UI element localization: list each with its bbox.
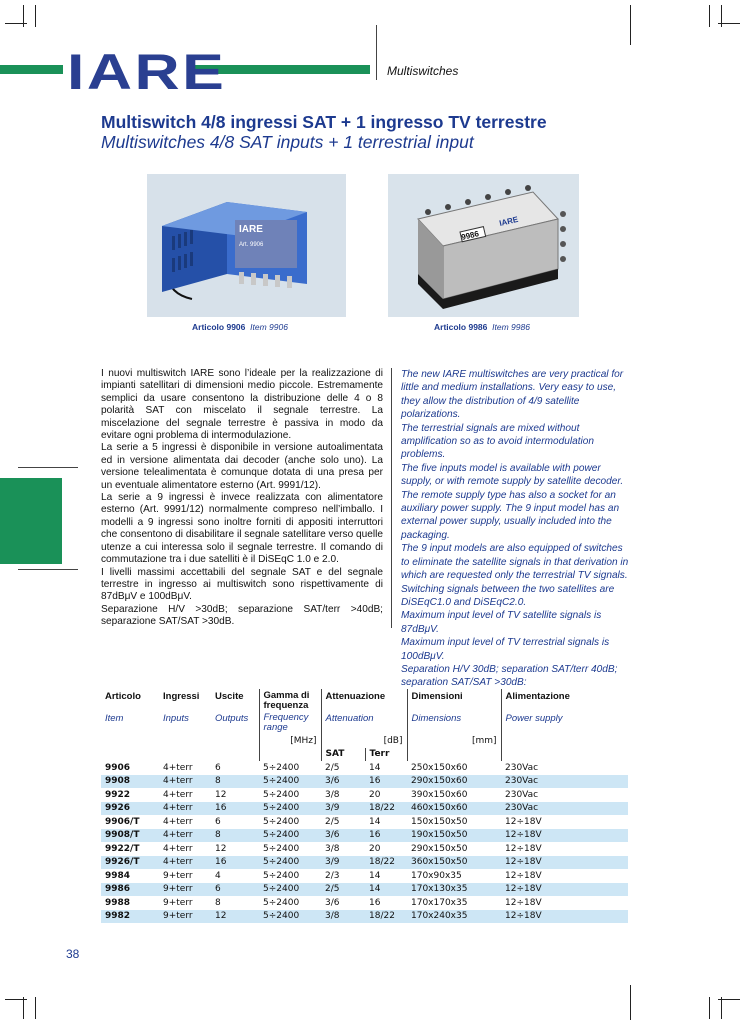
table-cell: 4+terr: [159, 829, 211, 843]
table-cell: 18/22: [365, 856, 407, 870]
table-cell: 3/9: [321, 856, 365, 870]
caption-9906-item: Item 9906: [250, 322, 288, 332]
table-cell: 14: [369, 816, 381, 827]
table-cell: 9922: [105, 789, 131, 800]
sub-terr: Terr: [365, 748, 407, 762]
table-cell: 3/6: [321, 829, 365, 843]
body-en-p3: The five inputs model is available with power supply, or with remote supply by satellite decoder.: [401, 462, 624, 488]
table-cell: 2/3: [325, 870, 340, 881]
table-cell: 4+terr: [163, 789, 193, 800]
table-cell: 5÷2400: [259, 829, 321, 843]
table-cell: 290x150x60: [407, 775, 501, 789]
table-row: [101, 883, 628, 897]
table-cell: 9926/T: [101, 856, 159, 870]
table-cell: 9922/T: [105, 843, 140, 854]
th-inputs: Inputs: [163, 713, 189, 724]
margin-line-2: [18, 569, 78, 570]
th-gamma: Gamma di frequenza: [259, 689, 321, 712]
spec-table: [101, 689, 628, 923]
unit-db: [dB]: [321, 734, 407, 748]
table-cell: 12÷18V: [505, 816, 542, 827]
body-en-p5: The 9 input models are also equipped of switches to eliminate the satellite signals in that derivation in which are requested only the terrestrial TV signals.: [401, 543, 629, 582]
page-title-it: Multiswitch 4/8 ingressi SAT + 1 ingresso TV terrestre: [101, 112, 547, 132]
table-cell: 5÷2400: [259, 883, 321, 897]
th-frequency: Frequency range: [259, 712, 321, 734]
product-photo-9906: [147, 174, 346, 317]
table-cell: 9984: [105, 870, 131, 881]
table-cell: 9+terr: [159, 883, 211, 897]
th-dimensions: Dimensions: [407, 712, 501, 734]
body-text-it: [101, 368, 383, 629]
th-uscite: Uscite: [215, 691, 244, 702]
table-cell: 14: [365, 883, 407, 897]
table-cell: 9+terr: [159, 910, 211, 924]
table-cell: 5÷2400: [263, 789, 300, 800]
body-en-p1: The new IARE multiswitches are very practical for little and medium installations. Very easy to use, they allow the distribution of 4/9 satellite polarizations.: [401, 369, 624, 421]
table-cell: 5÷2400: [259, 802, 321, 816]
table-cell: 16: [365, 829, 407, 843]
th-dimensioni: Dimensioni: [407, 689, 501, 712]
table-cell: 9988: [105, 897, 131, 908]
table-row: [101, 856, 628, 870]
table-row: [101, 761, 628, 775]
column-divider: [391, 368, 392, 628]
table-cell: 5÷2400: [263, 870, 300, 881]
header-divider: [376, 25, 377, 80]
table-cell: 14: [369, 762, 381, 773]
body-en-p2: The terrestrial signals are mixed without amplification so as to avoid intermodulation problems.: [401, 422, 595, 461]
section-label: Multiswitches: [387, 64, 459, 78]
table-cell: 6: [215, 816, 221, 827]
table-cell: 170x240x35: [407, 910, 501, 924]
table-header-en: [101, 712, 628, 734]
caption-9906: [192, 322, 288, 332]
unit-mhz: [MHz]: [259, 734, 321, 748]
body-it-p3: La serie a 9 ingressi è invece realizzata con alimentatore esterno (Art. 9991/12) normalmente compreso nell’imballo. I modelli a 9 ingressi sono inoltre forniti di appositi interruttori che consentono di disabilitare il segnale satellitare verso quelle utenze a cui interessa solo il segnale terrestre. Il comando di commutazione tra i due satelliti è il DiSEqC 1.0 e 2.0.: [101, 492, 383, 566]
photo-brand-1: IARE: [239, 224, 263, 235]
table-cell: 4+terr: [159, 802, 211, 816]
table-cell: 250x150x60: [411, 762, 468, 773]
table-cell: 4+terr: [159, 856, 211, 870]
table-cell: 5÷2400: [259, 910, 321, 924]
header-green-bar-left: [0, 65, 63, 74]
table-cell: 8: [211, 775, 259, 789]
table-cell: 3/6: [321, 775, 365, 789]
body-text-en: [401, 368, 629, 690]
table-cell: 9908: [101, 775, 159, 789]
table-cell: 12÷18V: [505, 870, 542, 881]
table-cell: 6: [215, 762, 221, 773]
table-cell: 20: [369, 789, 381, 800]
caption-9986: [434, 322, 530, 332]
th-attenuation: Attenuation: [321, 712, 407, 734]
table-row: [101, 910, 628, 924]
th-power-supply: Power supply: [501, 712, 628, 734]
table-cell: 16: [369, 897, 381, 908]
table-header-it: [101, 689, 628, 712]
table-cell: 16: [211, 802, 259, 816]
table-cell: 2/5: [325, 816, 340, 827]
body-en-p9: Separation H/V 30dB; separation SAT/terr 40dB; separation SAT/SAT >30dB:: [401, 663, 618, 689]
table-cell: 190x150x50: [407, 829, 501, 843]
table-cell: 8: [211, 829, 259, 843]
th-articolo: Articolo: [105, 691, 141, 702]
table-cell: 230Vac: [501, 775, 628, 789]
green-side-block: [0, 478, 62, 564]
table-cell: 9908/T: [101, 829, 159, 843]
table-cell: 3/8: [325, 789, 340, 800]
caption-9986-item: Item 9986: [492, 322, 530, 332]
table-cell: 2/5: [325, 762, 340, 773]
table-cell: 6: [211, 883, 259, 897]
table-cell: 5÷2400: [259, 775, 321, 789]
table-cell: 3/8: [321, 910, 365, 924]
table-row: [101, 775, 628, 789]
unit-mm: [mm]: [407, 734, 501, 748]
table-row: [101, 869, 628, 883]
table-cell: 460x150x60: [407, 802, 501, 816]
table-cell: 16: [211, 856, 259, 870]
table-cell: 5÷2400: [263, 843, 300, 854]
table-row: [101, 815, 628, 829]
table-cell: 4+terr: [163, 762, 193, 773]
th-item: Item: [105, 713, 124, 724]
table-row: [101, 802, 628, 816]
table-cell: 12÷18V: [501, 910, 628, 924]
table-cell: 9+terr: [163, 870, 193, 881]
table-cell: 12÷18V: [501, 856, 628, 870]
table-cell: 18/22: [365, 910, 407, 924]
table-cell: 12: [215, 789, 227, 800]
table-cell: 5÷2400: [259, 856, 321, 870]
body-it-p4: I livelli massimi accettabili del segnale SAT e del segnale terrestre in ingresso ai multiswitch sono rispettivamente di 87dBμV e 100dBμV.: [101, 566, 383, 603]
table-cell: 3/9: [321, 802, 365, 816]
table-cell: 390x150x60: [411, 789, 468, 800]
table-cell: 3/8: [325, 843, 340, 854]
table-row: [101, 842, 628, 856]
table-cell: 14: [369, 870, 381, 881]
table-cell: 4+terr: [163, 843, 193, 854]
table-cell: 8: [215, 897, 221, 908]
table-cell: 5÷2400: [263, 816, 300, 827]
table-cell: 4+terr: [163, 816, 193, 827]
table-cell: 290x150x50: [411, 843, 468, 854]
table-cell: 9906: [105, 762, 131, 773]
table-cell: 230Vac: [505, 762, 539, 773]
table-cell: 170x90x35: [411, 870, 462, 881]
table-units-row: [101, 734, 628, 748]
table-subheader-row: [101, 748, 628, 762]
spec-table-body: [101, 761, 628, 923]
body-it-p2: La serie a 5 ingressi è disponibile in versione autoalimentata ed in versione alimentata dai decoder (anche solo uno). La versione telealimentata è comunque dotata di una presa per un eventuale alimentatore esterno (Art. 9991/12).: [101, 442, 383, 491]
caption-9906-code: Articolo 9906: [192, 322, 246, 332]
table-cell: 12÷18V: [505, 843, 542, 854]
table-cell: 4: [215, 870, 221, 881]
page-number: 38: [66, 947, 80, 961]
table-cell: 9+terr: [163, 897, 193, 908]
table-cell: 2/5: [321, 883, 365, 897]
th-alimentazione: Alimentazione: [501, 689, 628, 712]
table-cell: 12÷18V: [501, 829, 628, 843]
table-cell: 170x130x35: [407, 883, 501, 897]
table-cell: 4+terr: [159, 775, 211, 789]
table-cell: 12: [215, 843, 227, 854]
body-en-p7: Maximum input level of TV satellite signals is 87dBμV.: [401, 610, 602, 635]
th-attenuazione: Attenuazione: [321, 689, 407, 712]
table-cell: 9982: [101, 910, 159, 924]
table-cell: 230Vac: [505, 789, 539, 800]
photo-brand-2: IARE: [498, 214, 520, 228]
table-cell: 5÷2400: [263, 897, 300, 908]
body-en-p4: The remote supply type has also a socket for an auxiliary power supply. The 9 input model has an external power supply, usually included into the packaging.: [401, 489, 620, 541]
margin-line-1: [18, 467, 78, 468]
table-cell: 12: [211, 910, 259, 924]
table-cell: 170x170x35: [411, 897, 468, 908]
body-it-p5: Separazione H/V >30dB; separazione SAT/terr >40dB; separazione SAT/SAT >30dB.: [101, 603, 383, 628]
table-cell: 18/22: [365, 802, 407, 816]
th-ingressi: Ingressi: [163, 691, 200, 702]
sub-sat: SAT: [321, 748, 365, 762]
table-cell: 3/6: [325, 897, 340, 908]
page-title-en: Multiswitches 4/8 SAT inputs + 1 terrestrial input: [101, 132, 474, 152]
table-cell: 12÷18V: [505, 897, 542, 908]
th-outputs: Outputs: [215, 713, 249, 724]
body-en-p6: Switching signals between the two satellites are DiSEqC1.0 and DiSEqC2.0.: [401, 583, 615, 608]
photo-label-2: 9986: [460, 229, 480, 242]
photo-label-1: Art. 9906: [239, 242, 264, 248]
table-cell: 5÷2400: [263, 762, 300, 773]
table-cell: 9986: [101, 883, 159, 897]
table-row: [101, 788, 628, 802]
table-cell: 9906/T: [105, 816, 140, 827]
table-cell: 360x150x50: [407, 856, 501, 870]
table-cell: 150x150x50: [411, 816, 468, 827]
table-cell: 20: [369, 843, 381, 854]
table-row: [101, 829, 628, 843]
table-cell: 12÷18V: [501, 883, 628, 897]
body-it-p1: I nuovi multiswitch IARE sono l’ideale per la realizzazione di impianti satellitari di dimensioni medio piccole. Estremamente semplici da usare consentono la distribuzione delle 4 o 8 polarità SAT con miscelato il segnale terrestre. La miscelazione del segnale terrestre è passiva in modo da evitare ogni problema di intermodulazione.: [101, 368, 383, 442]
table-cell: 230Vac: [501, 802, 628, 816]
iare-logo: IARE: [67, 44, 227, 100]
caption-9986-code: Articolo 9986: [434, 322, 488, 332]
table-cell: 16: [365, 775, 407, 789]
product-photo-9986: [388, 174, 579, 317]
table-cell: 9926: [101, 802, 159, 816]
body-en-p8: Maximum input level of TV terrestrial signals is 100dBμV.: [401, 637, 610, 662]
table-row: [101, 896, 628, 910]
